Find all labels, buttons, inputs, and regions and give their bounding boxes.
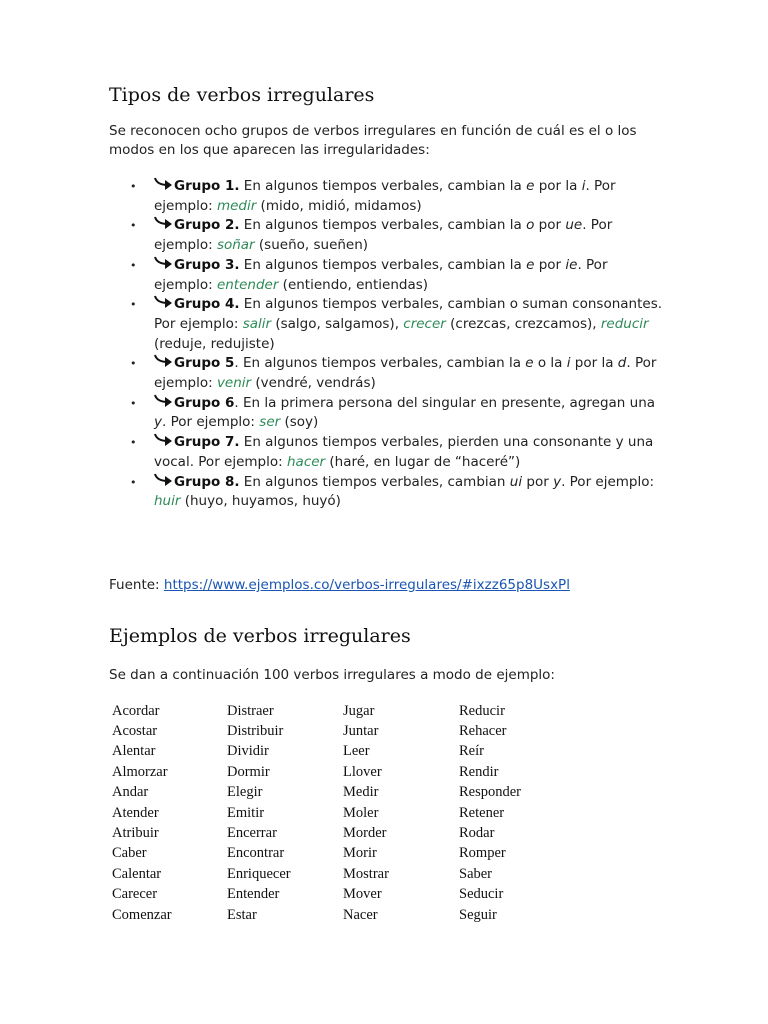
verb-cell: Morir bbox=[343, 845, 377, 862]
table-row bbox=[112, 721, 579, 741]
verb-cell: Seducir bbox=[459, 886, 504, 903]
verb-cell: Reducir bbox=[459, 702, 505, 719]
group-item bbox=[130, 394, 670, 433]
group-text: por bbox=[534, 217, 566, 234]
group-text: (sueño, sueñen) bbox=[254, 237, 369, 254]
bullet-icon: • bbox=[130, 298, 137, 312]
group-name: Grupo 2. bbox=[174, 217, 240, 234]
verb-cell: Reír bbox=[459, 743, 484, 760]
group-text: (crezcas, crezcamos), bbox=[445, 315, 601, 332]
letter-change: ui bbox=[509, 473, 523, 490]
bullet-icon: • bbox=[130, 357, 137, 371]
verb-cell: Emitir bbox=[227, 804, 265, 821]
verb-cell: Calentar bbox=[112, 865, 162, 882]
letter-change: i bbox=[566, 355, 571, 372]
verb-cell: Retener bbox=[459, 804, 505, 821]
group-text: o la bbox=[533, 355, 567, 372]
source-line bbox=[109, 576, 570, 595]
curved-arrow-icon bbox=[154, 433, 174, 447]
group-name: Grupo 4. bbox=[174, 296, 240, 313]
verb-cell: Mostrar bbox=[343, 865, 389, 882]
group-text: . En algunos tiempos verbales, cambian la bbox=[234, 355, 526, 372]
verb-example: entender bbox=[216, 276, 279, 293]
verb-cell: Rodar bbox=[459, 825, 495, 842]
letter-change: e bbox=[526, 178, 535, 194]
group-item bbox=[130, 433, 670, 472]
letter-change: i bbox=[581, 178, 586, 194]
group-text: (reduje, redujiste) bbox=[154, 335, 275, 352]
verb-example: ser bbox=[259, 414, 281, 431]
group-item bbox=[130, 216, 670, 255]
group-text: En algunos tiempos verbales, cambian o suman consonantes. Por ejemplo: bbox=[154, 296, 663, 332]
verb-cell: Andar bbox=[112, 784, 149, 801]
section-intro-ejemplos: Se dan a continuación 100 verbos irregulares a modo de ejemplo: bbox=[109, 667, 555, 683]
group-item bbox=[130, 473, 670, 512]
letter-change: d bbox=[617, 355, 627, 372]
group-text: (entiendo, entiendas) bbox=[278, 276, 429, 293]
section-intro-tipos: Se reconocen ocho grupos de verbos irregulares en función de cuál es el o los modos en los que aparecen las irregularidades: bbox=[109, 123, 637, 158]
verb-example: hacer bbox=[286, 453, 326, 470]
verb-example: salir bbox=[242, 315, 272, 332]
group-text: (haré, en lugar de “haceré”) bbox=[325, 453, 521, 470]
verb-example: soñar bbox=[216, 237, 255, 254]
section-title-tipos: Tipos de verbos irregulares bbox=[109, 84, 375, 106]
verb-cell: Juntar bbox=[343, 723, 379, 740]
verbs-table bbox=[112, 701, 579, 925]
table-row bbox=[112, 701, 579, 721]
group-text: En algunos tiempos verbales, cambian la bbox=[239, 178, 527, 194]
verb-cell: Elegir bbox=[227, 784, 263, 801]
groups-list bbox=[130, 177, 670, 512]
group-name: Grupo 6 bbox=[174, 394, 235, 411]
group-text: En algunos tiempos verbales, cambian bbox=[239, 473, 510, 490]
curved-arrow-icon bbox=[154, 216, 174, 230]
bullet-icon: • bbox=[130, 436, 137, 450]
verb-example: crecer bbox=[403, 315, 446, 332]
letter-change: ie bbox=[565, 256, 578, 273]
table-row bbox=[112, 762, 579, 782]
table-row bbox=[112, 823, 579, 843]
curved-arrow-icon bbox=[154, 354, 174, 368]
group-text: . Por ejemplo: bbox=[561, 473, 655, 490]
verb-cell: Distribuir bbox=[227, 723, 284, 740]
verb-cell: Estar bbox=[227, 906, 257, 923]
group-name: Grupo 1. bbox=[174, 178, 240, 194]
curved-arrow-icon bbox=[154, 295, 174, 309]
source-label: Fuente: bbox=[109, 577, 164, 593]
verb-cell: Romper bbox=[459, 845, 506, 862]
verb-cell: Dividir bbox=[227, 743, 269, 760]
verb-cell: Responder bbox=[459, 784, 522, 801]
letter-change: y bbox=[154, 414, 162, 431]
verb-cell: Enriquecer bbox=[227, 865, 291, 882]
group-name: Grupo 3. bbox=[174, 256, 240, 273]
group-text: (huyo, huyamos, huyó) bbox=[180, 493, 341, 510]
source-link[interactable]: https://www.ejemplos.co/verbos-irregulares/#ixzz65p8UsxPl bbox=[163, 577, 570, 593]
table-row bbox=[112, 864, 579, 884]
letter-change: e bbox=[525, 355, 534, 372]
verb-cell: Almorzar bbox=[112, 763, 168, 780]
bullet-icon: • bbox=[130, 180, 137, 193]
letter-change: y bbox=[553, 473, 562, 490]
curved-arrow-icon bbox=[154, 177, 174, 191]
group-text: . Por ejemplo: bbox=[154, 256, 608, 293]
verb-cell: Moler bbox=[343, 804, 379, 821]
verb-cell: Acostar bbox=[112, 723, 158, 740]
group-text: por bbox=[534, 256, 566, 273]
group-name: Grupo 5 bbox=[174, 355, 235, 372]
group-text: En algunos tiempos verbales, pierden una consonante y una vocal. Por ejemplo: bbox=[154, 434, 654, 470]
group-text: (soy) bbox=[280, 414, 319, 431]
table-row bbox=[112, 885, 579, 905]
group-text: . Por ejemplo: bbox=[154, 355, 657, 392]
verb-cell: Carecer bbox=[112, 886, 158, 903]
verb-cell: Rehacer bbox=[459, 723, 507, 740]
table-row bbox=[112, 742, 579, 762]
verb-cell: Leer bbox=[343, 743, 370, 760]
bullet-icon: • bbox=[130, 396, 137, 410]
group-item bbox=[130, 354, 670, 393]
verb-cell: Rendir bbox=[459, 763, 499, 780]
group-item bbox=[130, 256, 670, 295]
curved-arrow-icon bbox=[154, 256, 174, 270]
letter-change: e bbox=[526, 256, 535, 273]
letter-change: ue bbox=[565, 217, 583, 234]
verb-example: medir bbox=[216, 197, 257, 214]
group-text: (vendré, vendrás) bbox=[251, 375, 376, 392]
verb-cell: Encontrar bbox=[227, 845, 285, 862]
verb-cell: Atender bbox=[112, 804, 159, 821]
verb-cell: Caber bbox=[112, 845, 147, 862]
group-text: . Por ejemplo: bbox=[154, 217, 613, 254]
group-text: . Por ejemplo: bbox=[154, 178, 616, 214]
verb-cell: Seguir bbox=[459, 906, 497, 923]
group-text: por la bbox=[534, 178, 582, 194]
group-text: por bbox=[522, 473, 554, 490]
verb-example: venir bbox=[216, 375, 252, 392]
table-row bbox=[112, 905, 579, 925]
verb-cell: Mover bbox=[343, 886, 382, 903]
verb-example: huir bbox=[154, 493, 181, 510]
table-row bbox=[112, 844, 579, 864]
group-text: por la bbox=[570, 355, 618, 372]
curved-arrow-icon bbox=[154, 394, 174, 408]
table-row bbox=[112, 803, 579, 823]
verb-cell: Llover bbox=[343, 763, 382, 780]
verb-cell: Entender bbox=[227, 886, 280, 903]
verb-cell: Morder bbox=[343, 825, 387, 842]
bullet-icon: • bbox=[130, 475, 137, 489]
table-row bbox=[112, 783, 579, 803]
verb-cell: Nacer bbox=[343, 906, 378, 923]
group-text: En algunos tiempos verbales, cambian la bbox=[239, 256, 527, 273]
section-title-ejemplos: Ejemplos de verbos irregulares bbox=[109, 625, 411, 647]
verb-cell: Saber bbox=[459, 865, 493, 882]
bullet-icon: • bbox=[130, 219, 137, 233]
curved-arrow-icon bbox=[154, 473, 174, 487]
group-name: Grupo 8. bbox=[174, 473, 240, 490]
verb-cell: Atribuir bbox=[112, 825, 159, 842]
verb-cell: Comenzar bbox=[112, 906, 172, 923]
group-item bbox=[130, 295, 670, 354]
group-text: (mido, midió, midamos) bbox=[256, 197, 422, 214]
group-item bbox=[130, 177, 670, 216]
group-text: (salgo, salgamos), bbox=[271, 315, 404, 332]
verb-cell: Jugar bbox=[343, 702, 375, 719]
group-text: En algunos tiempos verbales, cambian la bbox=[239, 217, 527, 234]
verb-cell: Medir bbox=[343, 784, 379, 801]
group-name: Grupo 7. bbox=[174, 434, 240, 451]
verb-example: reducir bbox=[600, 315, 649, 332]
verb-cell: Alentar bbox=[112, 743, 156, 760]
letter-change: o bbox=[526, 217, 535, 234]
bullet-icon: • bbox=[130, 258, 137, 272]
verb-cell: Distraer bbox=[227, 702, 274, 719]
group-text: . En la primera persona del singular en presente, agregan una bbox=[234, 394, 656, 411]
verb-cell: Dormir bbox=[227, 763, 270, 780]
verb-cell: Acordar bbox=[112, 702, 160, 719]
group-text: . Por ejemplo: bbox=[162, 414, 260, 431]
verb-cell: Encerrar bbox=[227, 825, 277, 842]
